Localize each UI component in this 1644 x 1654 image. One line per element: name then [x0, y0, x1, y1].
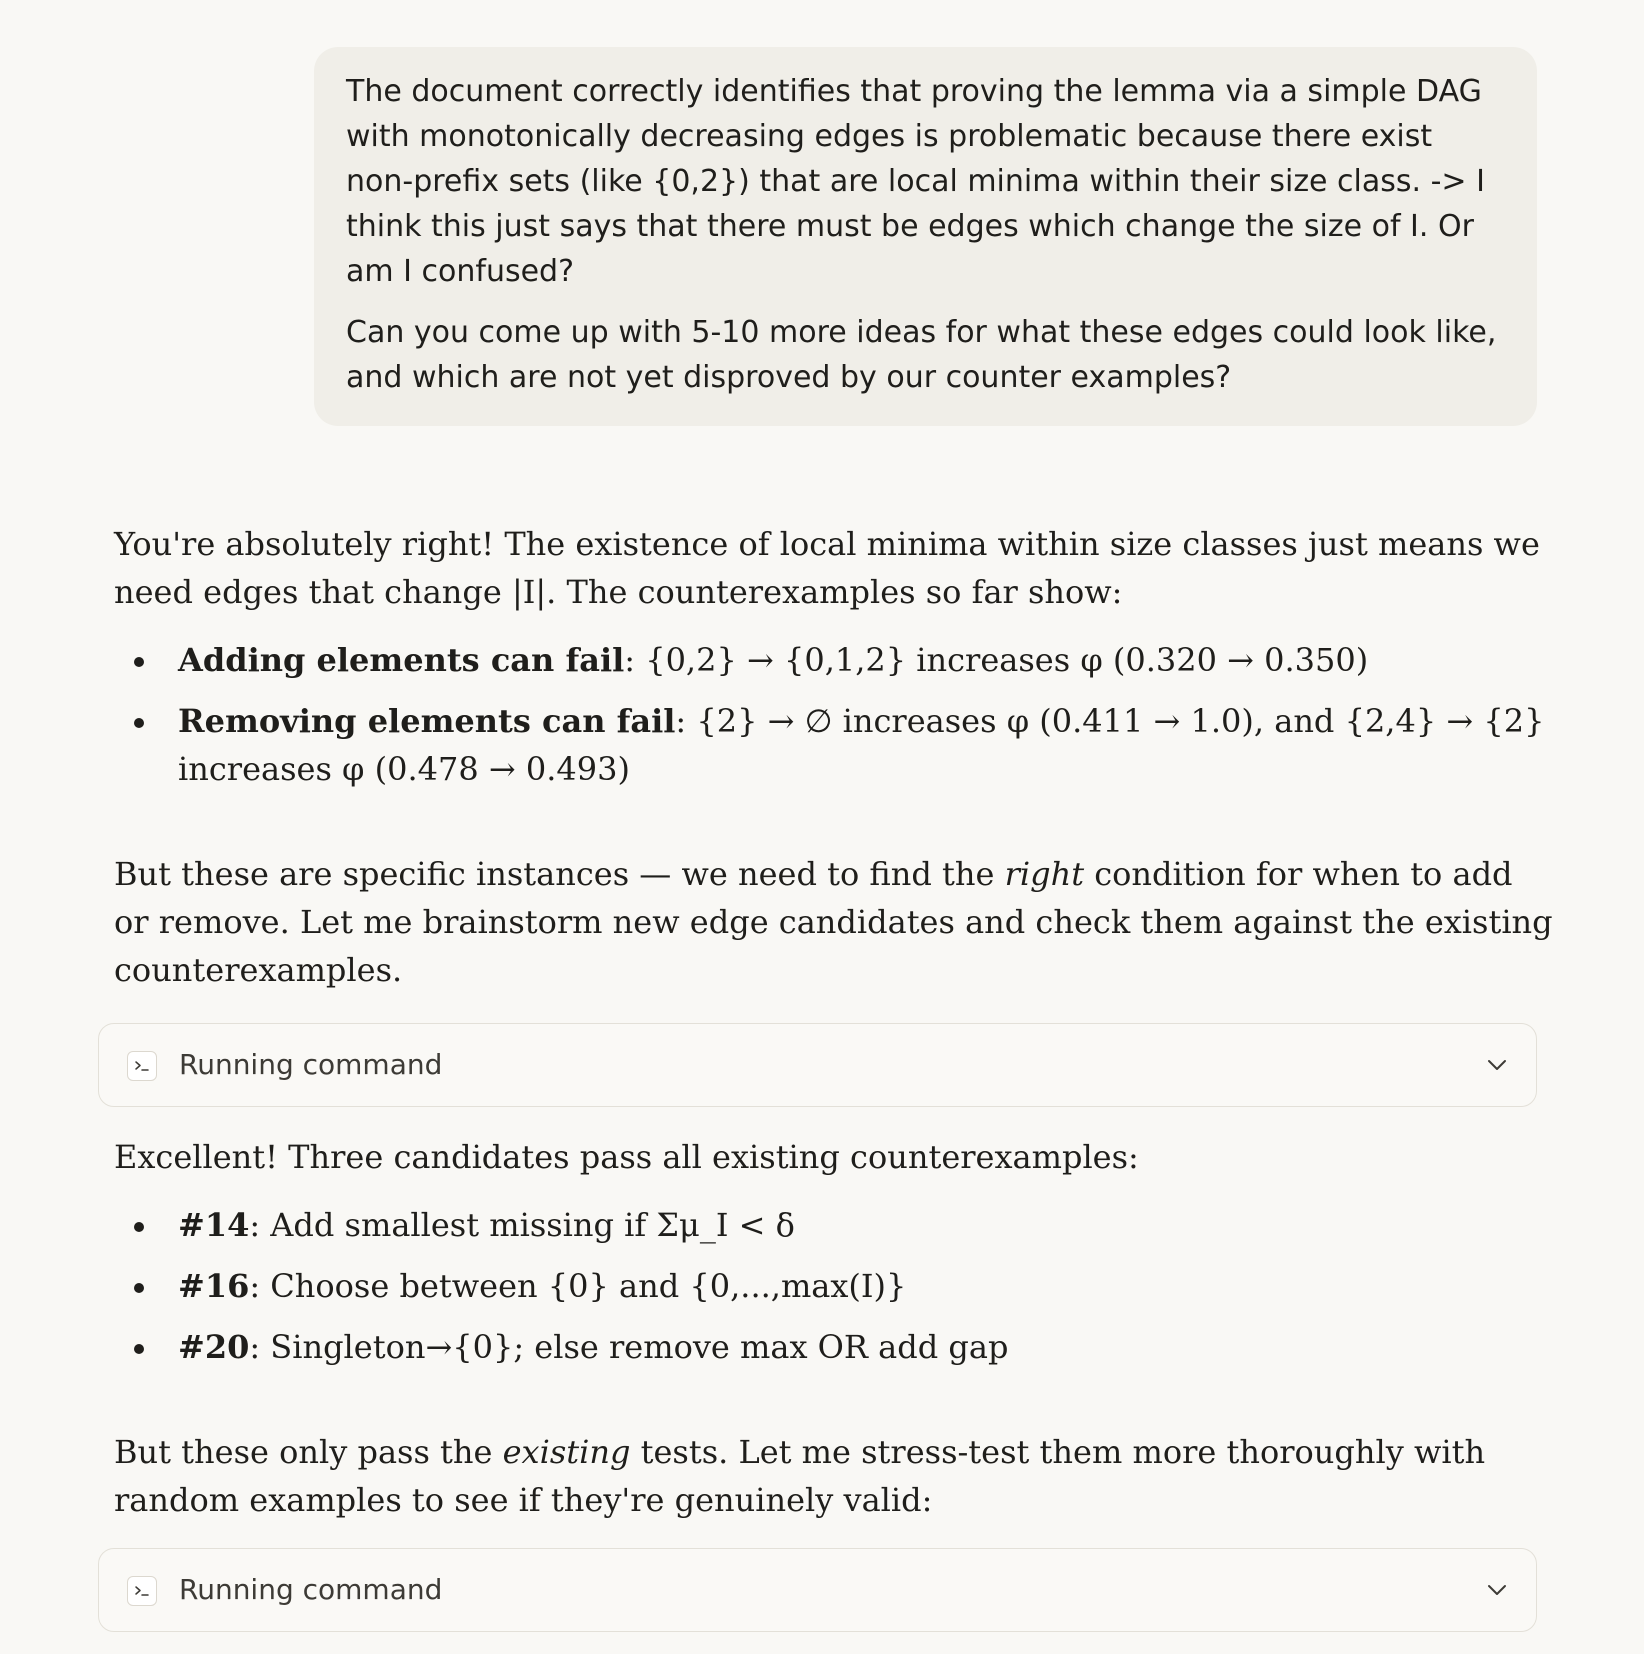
user-message-paragraph: The document correctly identifies that proving the lemma via a simple DAG with monotonically decreasing edges is problematic because there exist non-prefix sets (like {0,2}) that are local minima within their size class. -> I think this just says that there must be edges which change the size of I. Or am I confused? — [346, 74, 1485, 289]
text-span: condition for when to add or remove. Let me brainstorm new edge candidates and check them against the existing counterexamples. — [114, 855, 1553, 989]
failure-list — [114, 636, 1554, 793]
assistant-response — [114, 520, 1554, 994]
terminal-icon — [127, 1051, 157, 1081]
list-item — [178, 636, 1554, 684]
list-item-label: #14 — [178, 1206, 250, 1244]
command-label: Running command — [179, 1573, 443, 1606]
user-message-bubble — [314, 47, 1537, 426]
list-item-text: : {0,2} → {0,1,2} increases φ (0.320 → 0.350) — [624, 641, 1369, 679]
assistant-results — [114, 1133, 1554, 1524]
list-item — [178, 1323, 1554, 1371]
list-item-text: : Add smallest missing if Σμ_I < δ — [249, 1206, 795, 1244]
list-item-label: #20 — [178, 1328, 250, 1366]
list-item-label: Adding elements can fail — [178, 641, 625, 679]
running-command-block[interactable] — [98, 1023, 1537, 1107]
text-span: But these only pass the — [114, 1433, 503, 1471]
list-item — [178, 697, 1554, 793]
list-item-text: : {2} → ∅ increases φ (0.411 → 1.0), and {2,4} → {2} increases φ (0.478 → 0.493) — [178, 702, 1545, 788]
emphasis-text: right — [1004, 855, 1085, 893]
list-item — [178, 1201, 1554, 1249]
chevron-down-icon[interactable] — [1484, 1052, 1510, 1078]
terminal-icon — [127, 1576, 157, 1606]
list-item-text: : Singleton→{0}; else remove max OR add gap — [249, 1328, 1009, 1366]
emphasis-text: existing — [502, 1433, 631, 1471]
list-item-text: : Choose between {0} and {0,...,max(I)} — [249, 1267, 907, 1305]
chevron-down-icon[interactable] — [1484, 1577, 1510, 1603]
assistant-paragraph — [114, 1428, 1554, 1524]
running-command-block[interactable] — [98, 1548, 1537, 1632]
candidate-list — [114, 1201, 1554, 1371]
list-item — [178, 1262, 1554, 1310]
text-span: tests. Let me stress-test them more thoroughly with random examples to see if they're genuinely valid: — [114, 1433, 1486, 1519]
assistant-paragraph: Excellent! Three candidates pass all existing counterexamples: — [114, 1138, 1139, 1176]
command-label: Running command — [179, 1048, 443, 1081]
assistant-paragraph — [114, 850, 1554, 994]
assistant-paragraph: You're absolutely right! The existence of local minima within size classes just means we need edges that change |I|. The counterexamples so far show: — [114, 525, 1540, 611]
list-item-label: Removing elements can fail — [178, 702, 676, 740]
user-message-paragraph: Can you come up with 5-10 more ideas for what these edges could look like, and which are not yet disproved by our counter examples? — [346, 315, 1497, 395]
list-item-label: #16 — [178, 1267, 250, 1305]
text-span: But these are specific instances — we need to find the — [114, 855, 1005, 893]
